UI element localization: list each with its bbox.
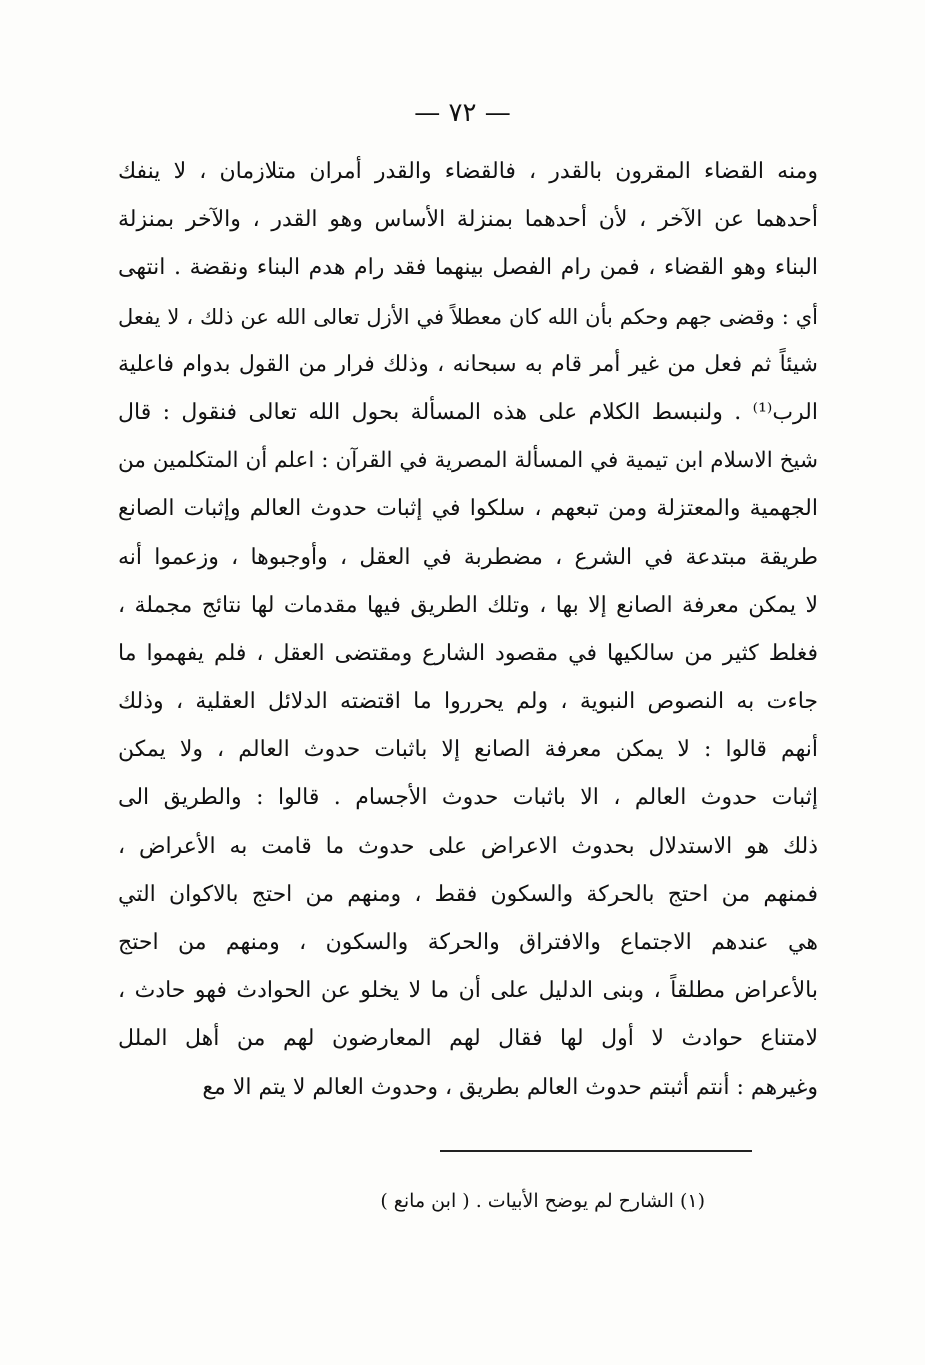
- footnote: (١) الشارح لم يوضح الأبيات . ( ابن مانع ): [380, 1190, 705, 1212]
- text-line: شيخ الاسلام ابن تيمية في المسألة المصرية في القرآن : اعلم أن المتكلمين من: [118, 448, 818, 474]
- text-line: طريقة مبتدعة في الشرع ، مضطربة في العقل ، وأوجبوها ، وزعموا أنه: [118, 544, 818, 570]
- text-line: وغيرهم : أنتم أثبتم حدوث العالم بطريق ، وحدوث العالم لا يتم الا مع: [202, 1074, 818, 1100]
- text-line: أحدهما عن الآخر ، لأن أحدهما بمنزلة الأساس وهو القدر ، والآخر بمنزلة: [118, 207, 818, 233]
- text-line: أي : وقضى جهم وحكم بأن الله كان معطلاً في الأزل تعالى الله عن ذلك ، لا يفعل: [118, 304, 818, 329]
- text-line: بالأعراض مطلقاً ، وبنى الدليل على أن ما لا يخلو عن الحوادث فهو حادث ،: [118, 978, 818, 1004]
- text-line: البناء وهو القضاء ، فمن رام الفصل بينهما فقد رام هدم البناء ونقضة . انتهى: [118, 255, 818, 281]
- text-line: هي عندهم الاجتماع والافتراق والحركة والسكون ، ومنهم من احتج: [118, 930, 818, 955]
- main-text: [118, 148, 818, 1112]
- text-line: جاءت به النصوص النبوية ، ولم يحرروا ما اقتضته الدلائل العقلية ، وذلك: [118, 689, 818, 715]
- text-line: لامتناع حوادث لا أول لها فقال لهم المعارضون لهم من أهل الملل: [118, 1026, 818, 1052]
- text-line: شيئاً ثم فعل من غير أمر قام به سبحانه ، وذلك فرار من القول بدوام فاعلية: [118, 351, 818, 377]
- text-line: الرب⁽¹⁾ . ولنبسط الكلام على هذه المسألة بحول الله تعالى فنقول : قال: [118, 399, 818, 425]
- page-number: — ٧٢ —: [414, 98, 511, 128]
- text-line: الجهمية والمعتزلة ومن تبعهم ، سلكوا في إثبات حدوث العالم وإثبات الصانع: [118, 496, 818, 522]
- text-line: لا يمكن معرفة الصانع إلا بها ، وتلك الطريق فيها مقدمات لها نتائج مجملة ،: [118, 592, 818, 618]
- text-line: ومنه القضاء المقرون بالقدر ، فالقضاء والقدر أمران متلازمان ، لا ينفك: [118, 159, 818, 184]
- text-line: إثبات حدوث العالم ، الا باثبات حدوث الأجسام . قالوا : والطريق الى: [118, 785, 818, 811]
- footnote-divider: [440, 1150, 752, 1152]
- text-line: فمنهم من احتج بالحركة والسكون فقط ، ومنهم من احتج بالاكوان التي: [118, 881, 818, 907]
- text-line: أنهم قالوا : لا يمكن معرفة الصانع إلا باثبات حدوث العالم ، ولا يمكن: [118, 737, 818, 763]
- text-line: ذلك هو الاستدلال بحدوث الاعراض على حدوث ما قامت به الأعراض ،: [118, 833, 818, 859]
- text-line: فغلط كثير من سالكيها في مقصود الشارع ومقتضى العقل ، فلم يفهموا ما: [118, 640, 818, 666]
